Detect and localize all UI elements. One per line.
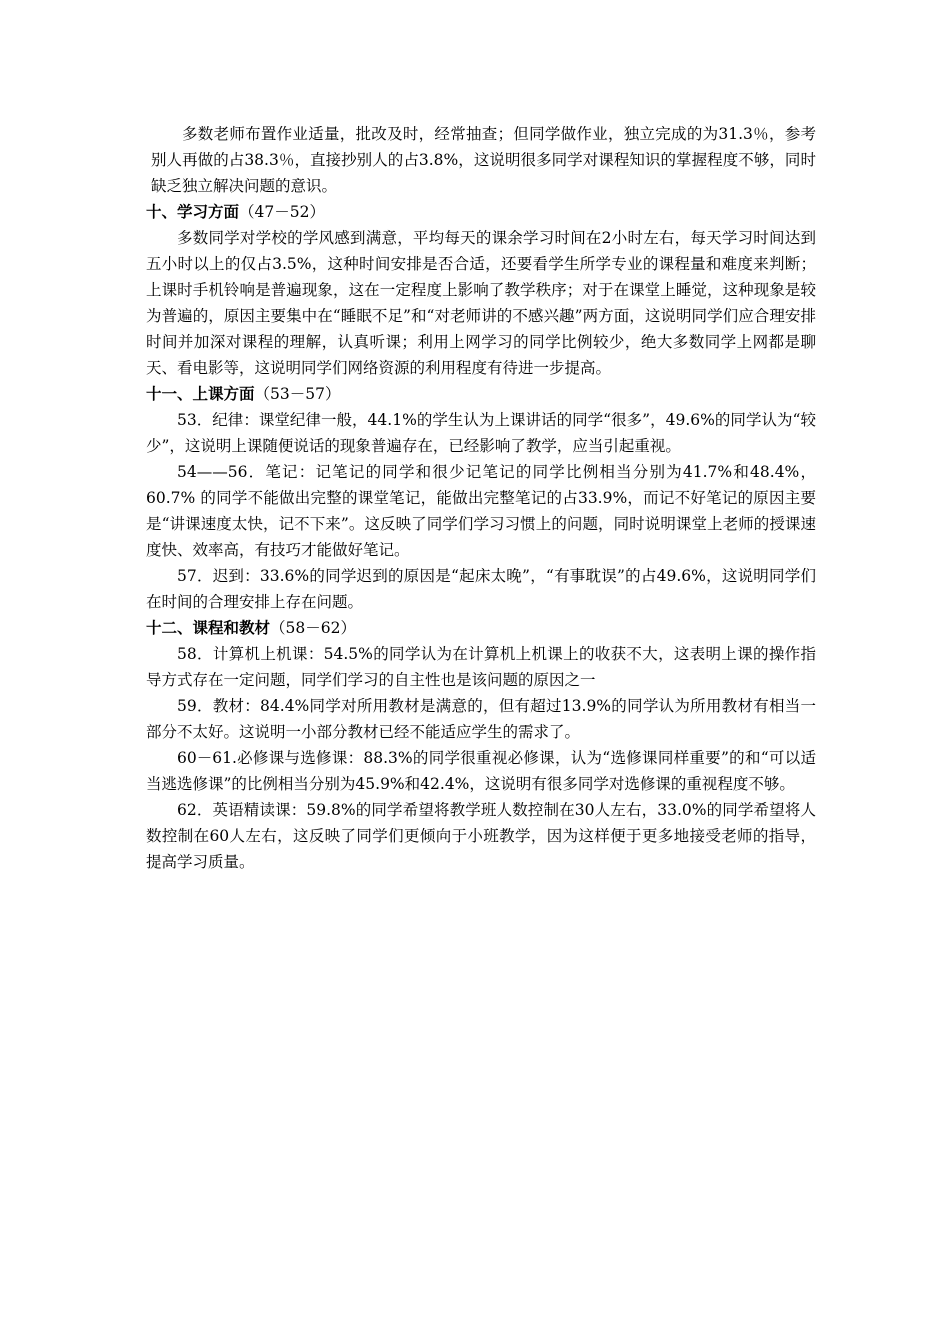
section-heading [146, 381, 816, 407]
section-title: 十、学习方面 [146, 202, 240, 221]
section-paragraph: 多数同学对学校的学风感到满意，平均每天的课余学习时间在2小时左右，每天学习时间达到五小时以上的仅占3.5%，这种时间安排是否合适，还要看学生所学专业的课程量和难度来判断；上课时手机铃响是普遍现象，这在一定程度上影响了教学秩序；对于在课堂上睡觉，这种现象是较为普遍的，原因主要集中在“睡眠不足”和“对老师讲的不感兴趣”两方面，这说明同学们应合理安排时间并加深对课程的理解，认真听课；利用上网学习的同学比例较少，绝大多数同学上网都是聊天、看电影等，这说明同学们网络资源的利用程度有待进一步提高。 [146, 229, 816, 377]
section-range: （58－62） [270, 619, 356, 637]
intro-paragraph: 多数老师布置作业适量，批改及时，经常抽查；但同学做作业，独立完成的为31.3％，参考别人再做的占38.3％，直接抄别人的占3.8%，这说明很多同学对课程知识的掌握程度不够，同时缺乏独立解决问题的意识。 [151, 125, 816, 195]
section-paragraph: 62．英语精读课：59.8%的同学希望将教学班人数控制在30人左右，33.0%的同学希望将人数控制在60人左右，这反映了同学们更倾向于小班教学，因为这样便于更多地接受老师的指导，提高学习质量。 [146, 801, 816, 871]
section-paragraph: 54——56．笔记：记笔记的同学和很少记笔记的同学比例相当分别为41.7%和48.4%，60.7% 的同学不能做出完整的课堂笔记，能做出完整笔记的占33.9%，而记不好笔记的原因主要是“讲课速度太快，记不下来”。这反映了同学们学习习惯上的问题，同时说明课堂上老师的授课速度快、效率高，有技巧才能做好笔记。 [146, 463, 816, 559]
document-page [146, 121, 816, 875]
section-paragraph: 60－61.必修课与选修课：88.3%的同学很重视必修课，认为“选修课同样重要”的和“可以适当逃选修课”的比例相当分别为45.9%和42.4%，这说明有很多同学对选修课的重视程度不够。 [146, 749, 816, 793]
section-heading [146, 615, 816, 641]
section-paragraph: 58．计算机上机课：54.5%的同学认为在计算机上机课上的收获不大，这表明上课的操作指导方式存在一定问题，同学们学习的自主性也是该问题的原因之一 [146, 645, 816, 689]
section-range: （47－52） [239, 203, 325, 221]
section-title: 十一、上课方面 [146, 384, 255, 403]
section-range: （53－57） [254, 385, 341, 403]
section-paragraph: 59．教材：84.4%同学对所用教材是满意的，但有超过13.9%的同学认为所用教材有相当一部分不太好。这说明一小部分教材已经不能适应学生的需求了。 [146, 697, 816, 741]
section-courses [146, 615, 816, 875]
section-heading [146, 199, 816, 225]
section-paragraph: 53．纪律：课堂纪律一般，44.1%的学生认为上课讲话的同学“很多”，49.6%的同学认为“较少”，这说明上课随便说话的现象普遍存在，已经影响了教学，应当引起重视。 [146, 411, 816, 455]
section-paragraph: 57．迟到：33.6%的同学迟到的原因是“起床太晚”，“有事耽误”的占49.6%，这说明同学们在时间的合理安排上存在问题。 [146, 567, 816, 611]
section-study [146, 199, 816, 381]
section-title: 十二、课程和教材 [146, 618, 271, 637]
section-class [146, 381, 816, 615]
